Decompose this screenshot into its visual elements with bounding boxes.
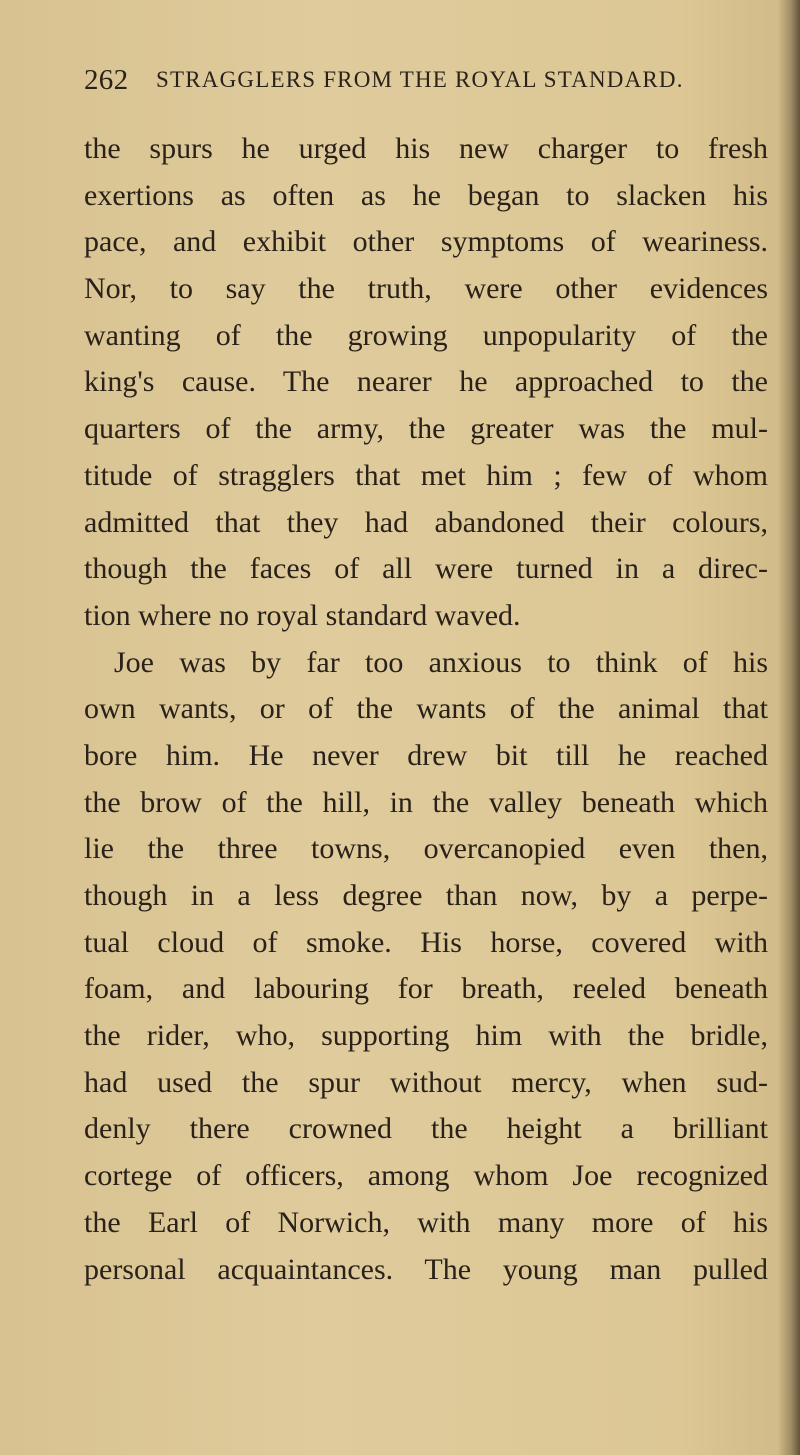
text-line: bore him. He never drew bit till he reached: [84, 738, 768, 772]
text-line: quarters of the army, the greater was the mul-: [84, 412, 768, 446]
text-line: titude of stragglers that met him ; few of whom: [84, 458, 768, 492]
text-line: the spurs he urged his new charger to fresh: [84, 132, 768, 165]
text-line: tual cloud of smoke. His horse, covered with: [84, 925, 768, 959]
text-line: king's cause. The nearer he approached to the: [84, 365, 768, 399]
text-line: own wants, or of the wants of the animal that: [84, 692, 768, 726]
text-line: admitted that they had abandoned their colours,: [84, 505, 768, 539]
text-line: had used the spur without mercy, when sud-: [84, 1065, 768, 1099]
text-line: cortege of officers, among whom Joe recognized: [84, 1159, 768, 1193]
paragraph-end-line: tion where no royal standard waved.: [84, 598, 521, 632]
text-line: the Earl of Norwich, with many more of his: [84, 1205, 768, 1239]
text-line: pace, and exhibit other symptoms of weariness.: [84, 225, 768, 259]
page-number: 262: [84, 64, 129, 96]
text-line: the brow of the hill, in the valley beneath which: [84, 785, 768, 819]
text-line: denly there crowned the height a brilliant: [84, 1112, 768, 1146]
text-line: foam, and labouring for breath, reeled beneath: [84, 972, 768, 1006]
page-header: [84, 64, 764, 108]
body-text: [84, 126, 768, 1293]
page-edge-shadow: [778, 0, 800, 1455]
text-line: Nor, to say the truth, were other evidences: [84, 272, 768, 306]
text-line: the rider, who, supporting him with the bridle,: [84, 1019, 768, 1053]
text-line: though in a less degree than now, by a perpe-: [84, 879, 768, 912]
paragraph-start-line: Joe was by far too anxious to think of his: [114, 645, 768, 679]
text-line: exertions as often as he began to slacken his: [84, 178, 768, 212]
text-line: personal acquaintances. The young man pulled: [84, 1252, 768, 1286]
running-head: STRAGGLERS FROM THE ROYAL STANDARD.: [156, 67, 684, 92]
text-line: lie the three towns, overcanopied even then,: [84, 832, 768, 866]
text-line: wanting of the growing unpopularity of the: [84, 318, 768, 352]
text-line: though the faces of all were turned in a direc-: [84, 552, 768, 586]
